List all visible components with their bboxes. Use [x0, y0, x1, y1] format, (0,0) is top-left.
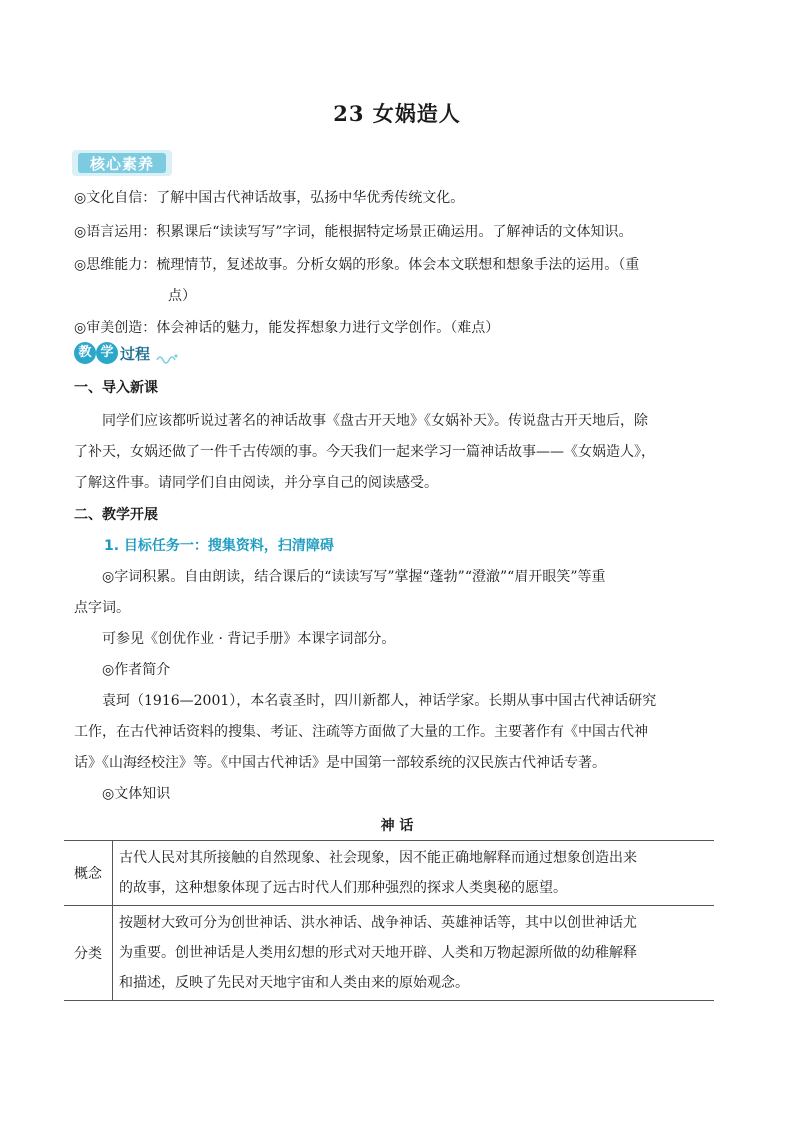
page-title: 23 女娲造人: [333, 101, 461, 126]
badge-label: 核心素养: [89, 155, 154, 173]
core-competency-badge: [72, 150, 172, 178]
core-item-language: ◎语言运用：积累课后“读读写写”字词，能根据特定场景正确运用。了解神话的文体知识。: [74, 224, 633, 240]
header-char-1: 教: [74, 342, 96, 364]
row-value-concept: [113, 841, 715, 906]
intro-line-1: 同学们应该都听说过著名的神话故事《盘古开天地》《女娲补天》。传说盘古开天地后，除: [102, 413, 648, 429]
vocab-line-2: 点字词。: [74, 600, 130, 616]
category-line-3: 和描述，反映了先民对天地宇宙和人类由来的原始观念。: [119, 975, 469, 991]
category-line-1: 按题材大致可分为创世神话、洪水神话、战争神话、英雄神话等，其中以创世神话尤: [119, 915, 637, 931]
core-item-thinking: ◎思维能力：梳理情节，复述故事。分析女娲的形象。体会本文联想和想象手法的运用。（重: [74, 257, 640, 273]
wave-decoration-icon: [156, 352, 178, 364]
category-line-2: 为重要。创世神话是人类用幻想的形式对天地开辟、人类和万物起源所做的幼稚解释: [119, 945, 637, 961]
teaching-process-header: [74, 342, 204, 368]
myth-table: [64, 840, 714, 1001]
header-rest: 过程: [120, 345, 151, 363]
concept-line-2: 的故事，这种想象体现了远古时代人们那种强烈的探求人类奥秘的愿望。: [119, 880, 567, 896]
reference-line: 可参见《创优作业 · 背记手册》本课字词部分。: [102, 631, 396, 647]
core-item-aesthetic: ◎审美创造：体会神话的魅力，能发挥想象力进行文学创作。（难点）: [74, 320, 500, 336]
author-heading: ◎作者简介: [102, 662, 171, 678]
table-title: 神 话: [380, 818, 414, 834]
table-row: [64, 906, 714, 1001]
intro-line-2: 了补天，女娲还做了一件千古传颂的事。今天我们一起来学习一篇神话故事——《女娲造人》，: [74, 444, 655, 460]
header-char-2: 学: [96, 342, 118, 364]
concept-line-1: 古代人民对其所接触的自然现象、社会现象，因不能正确地解释而通过想象创造出来: [119, 850, 637, 866]
row-key-category: 分类: [64, 906, 113, 1001]
core-item-thinking-cont: 点）: [168, 288, 196, 304]
author-line-3: 话》《山海经校注》等。《中国古代神话》是中国第一部较系统的汉民族古代神话专著。: [74, 755, 606, 771]
genre-heading: ◎文体知识: [102, 786, 171, 802]
author-line-1: 袁珂（1916—2001），本名袁圣时，四川新都人，神话学家。长期从事中国古代神话研究: [102, 693, 657, 709]
table-row: [64, 841, 714, 906]
row-key-concept: 概念: [64, 841, 113, 906]
row-value-category: [113, 906, 715, 1001]
task-heading-1: 1. 目标任务一：搜集资料，扫清障碍: [104, 538, 334, 554]
vocab-line-1: ◎字词积累。自由朗读，结合课后的“读读写写”掌握“蓬勃”“澄澈”“眉开眼笑”等重: [102, 569, 606, 585]
core-item-culture: ◎文化自信：了解中国古代神话故事，弘扬中华优秀传统文化。: [74, 190, 465, 206]
section-heading-intro: 一、导入新课: [74, 380, 158, 396]
section-heading-teaching: 二、教学开展: [74, 507, 158, 523]
author-line-2: 工作，在古代神话资料的搜集、考证、注疏等方面做了大量的工作。主要著作有《中国古代神: [74, 724, 648, 740]
intro-line-3: 了解这件事。请同学们自由阅读，并分享自己的阅读感受。: [74, 475, 438, 491]
